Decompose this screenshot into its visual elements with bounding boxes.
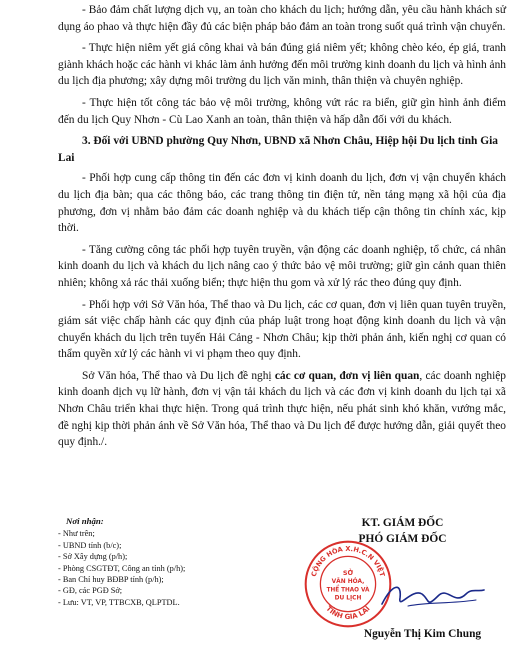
- paragraph-info-sharing: - Phối hợp cung cấp thông tin đến các đơn vị kinh doanh du lịch, đơn vị vận chuyển khách du lịch địa bàn; qua các thông báo, các trang thông tin điện tử, nền tảng mạng xã hội của địa phương, đơn vị nhằm bảo đảm các doanh nghiệp và du khách tiếp cận thông tin chính xác, kịp thời.: [58, 172, 506, 235]
- recipients-block: [58, 516, 308, 608]
- closing-text-start: Sở Văn hóa, Thể thao và Du lịch đề nghị: [82, 369, 275, 382]
- seal-center-line: VĂN HÓA,: [331, 579, 365, 586]
- svg-text:TỈNH GIA LAI: [324, 605, 371, 621]
- seal-center-line: THỂ THAO VÀ: [326, 587, 370, 594]
- recipient-item: - Lưu: VT, VP, TTBCXB, QLPTDL.: [58, 597, 180, 607]
- section-3-heading: 3. Đối với UBND phường Quy Nhơn, UBND xã Nhơn Châu, Hiệp hội Du lịch tỉnh Gia Lai: [58, 135, 498, 164]
- paragraph-closing: [58, 368, 506, 451]
- recipient-item: - Như trên;: [58, 529, 95, 539]
- seal-text-top: CỘNG HÒA X.H.C.N VIỆT: [309, 544, 387, 578]
- paragraph-safety: - Bảo đảm chất lượng dịch vụ, an toàn cho khách du lịch; hướng dẫn, yêu cầu hành khách sử dụng áo phao và thực hiện đầy đủ các biện pháp bảo đảm an toàn trong suốt quá trình vận chuyển.: [58, 4, 506, 33]
- recipient-item: - GĐ, các PGĐ Sở;: [58, 586, 123, 596]
- seal-text-bottom: TỈNH GIA LAI: [324, 604, 372, 622]
- recipient-item: - Ban Chỉ huy BĐBP tỉnh (p/h);: [58, 575, 164, 585]
- signer-name: Nguyễn Thị Kim Chung: [363, 628, 482, 640]
- signature-block: [300, 516, 505, 646]
- handwritten-signature-icon: [378, 576, 488, 616]
- recipient-item: - Sở Xây dựng (p/h);: [58, 552, 128, 562]
- signature-position: PHÓ GIÁM ĐỐC: [358, 532, 447, 545]
- paragraph-coordination: - Phối hợp với Sở Văn hóa, Thể thao và Du lịch, các cơ quan, đơn vị liên quan tuyên truyền, giám sát việc chấp hành các quy định của pháp luật trong hoạt động kinh doanh du lịch và vận chuyển khách du lịch trên tuyến Hải Cảng - Nhơn Châu; kịp thời phản ánh, kiến nghị cơ quan có thẩm quyền xử lý các hành vi vi phạm theo quy định.: [58, 298, 506, 361]
- recipient-item: - UBND tỉnh (b/c);: [58, 540, 122, 550]
- document-body: [58, 2, 506, 456]
- recipient-item: - Phòng CSGTĐT, Công an tỉnh (p/h);: [58, 563, 186, 573]
- paragraph-environment: - Thực hiện tốt công tác bảo vệ môi trường, không vứt rác ra biển, giữ gìn hình ảnh điểm đến du lịch Quy Nhơn - Cù Lao Xanh an toàn, thân thiện và hấp dẫn đối với du khách.: [58, 96, 506, 126]
- signature-authority: KT. GIÁM ĐỐC: [361, 517, 444, 529]
- paragraph-pricing: - Thực hiện niêm yết giá công khai và bán đúng giá niêm yết; không chèo kéo, ép giá, tranh giành khách hoặc các hành vi khác làm ảnh hưởng đến môi trường kinh doanh du lịch và hình ảnh du lịch địa phương; xây dựng môi trường du lịch văn minh, thân thiện và chuyên nghiệp.: [58, 42, 506, 88]
- recipients-title: Nơi nhận:: [66, 516, 104, 526]
- seal-center-line: SỞ: [342, 568, 354, 577]
- seal-center-line: DU LỊCH: [334, 595, 362, 602]
- closing-text-bold: các cơ quan, đơn vị liên quan: [274, 369, 420, 382]
- paragraph-propaganda: - Tăng cường công tác phối hợp tuyên truyền, vận động các doanh nghiệp, tổ chức, cá nhân kinh doanh du lịch và khách du lịch nâng cao ý thức bảo vệ môi trường; giữ gìn cảnh quan thiên nhiên; không xả rác thải xuống biển; thực hiện thu gom và xử lý rác theo đúng quy định.: [58, 243, 506, 289]
- closing-text-end: , các doanh nghiệp kinh doanh dịch vụ lữ hành, đơn vị vận tải khách du lịch và các đơn vị kinh doanh du lịch tại xã Nhơn Châu triển khai thực hiện. Trong quá trình thực hiện, nếu phát sinh khó khăn, vướng mắc, đề nghị kịp thời phản ánh về Sở Văn hóa, Thể thao và Du lịch để được hướng dẫn, giải quyết theo quy định./.: [58, 369, 506, 449]
